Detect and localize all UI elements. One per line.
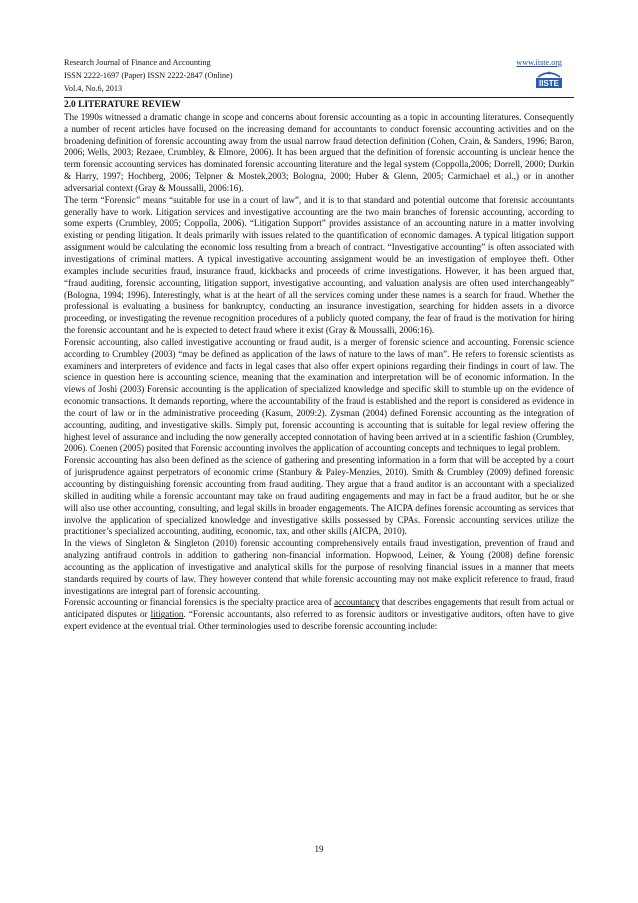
- issn-line: ISSN 2222-1697 (Paper) ISSN 2222-2847 (Online): [64, 71, 233, 80]
- paragraph-2: The term “Forensic” means “suitable for use in a court of law”, and it is to that standard and potential outcome that forensic accountants generally have to work. Litigation services and investigative accounting are the two main branches of forensic accounting, according to some experts (Crumbley, 2005; Coppolla, 2006). “Litigation Support” provides assistance of an accounting nature in a matter involving existing or pending litigation. It deals primarily with issues related to the quantification of economic damages. A typical litigation support assignment would be calculating the economic loss resulting from a breach of contract. “Investigative accounting” is often associated with investigations of criminal matters. A typical investigative accounting assignment would be an investigation of employee theft. Other examples include securities fraud, insurance fraud, kickbacks and proceeds of crime investigations. However, it has been argued that, “fraud auditing, forensic accounting, litigation support, investigative accounting, and valuation analysis are often used interchangeably” (Bologna, 1994; 1996). Interestingly, what is at the heart of all the services coming under these names is a search for fraud. Whether the professional is evaluating a business for bankruptcy, conducting an insurance investigation, searching for hidden assets in a divorce proceeding, or investigating the revenue recognition procedures of a publicly quoted company, the fear of fraud is the motivation for hiring the forensic accountant and he is expected to detect fraud where it exist (Gray & Moussalli, 2006:16).: [64, 194, 574, 336]
- paragraph-5: In the views of Singleton & Singleton (2010) forensic accounting comprehensively entails fraud investigation, prevention of fraud and analyzing antifraud controls in addition to gathering non-financial information. Hopwood, Leiner, & Young (2008) define forensic accounting as the application of investigative and analytical skills for the purpose of resolving financial issues in a manner that meets standards required by courts of law. They however contend that while forensic accounting may not make explicit reference to fraud, fraud investigations are integral part of forensic accounting.: [64, 538, 574, 596]
- paragraph-1: The 1990s witnessed a dramatic change in scope and concerns about forensic accounting as a topic in accounting literatures. Consequently a number of recent articles have focused on the increasing demand for accountants to conduct forensic accounting activities and on the broadening definition of forensic accounting away from the usual narrow fraud detection definition (Cohen, Crain, & Sanders, 1996; Baron, 2006; Wells, 2003; Rezaee, Crumbley, & Elmore, 2006). It has been argued that the definition of forensic accounting is unclear hence the term forensic accounting services has dominated forensic accounting literature and the legal system (Coppolla,2006; Dorrell, 2000; Durkin & Harry, 1997; Hochberg, 2006; Telpner & Mostek,2003; Bologna, 2000; Huber & Glenn, 2005; Carmichael et al.,) or in another adversarial context (Gray & Moussalli, 2006:16).: [64, 111, 574, 193]
- paragraph-6-part-2: that describes engagements that result from actual or anticipated disputes or: [64, 597, 574, 620]
- iiste-logo: [535, 67, 563, 89]
- page-number: 19: [314, 844, 324, 854]
- article-body: [64, 100, 574, 633]
- volume-line: Vol.4, No.6, 2013: [64, 84, 123, 93]
- paragraph-6-part-3: . “Forensic accountants, also referred to as forensic auditors or investigative auditors, often have to give expert evidence at the eventual trial. Other terminologies used to describe forensic accounting include:: [64, 609, 574, 632]
- accountancy-link[interactable]: accountancy: [334, 597, 380, 608]
- paragraph-3: Forensic accounting, also called investigative accounting or fraud audit, is a merger of forensic science and accounting. Forensic science according to Crumbley (2003) “may be defined as application of the laws of nature to the laws of man”. He refers to forensic scientists as examiners and interpreters of evidence and facts in legal cases that also offer expert opinions regarding their findings in court of law. The science in question here is accounting science, meaning that the examination and interpretation will be of economic information. In the views of Joshi (2003) Forensic accounting is the application of specialized knowledge and specific skill to stumble up on the evidence of economic transactions. It demands reporting, where the accountability of the fraud is established and the report is considered as evidence in the court of law or in the administrative proceeding (Kasum, 2009:2). Zysman (2004) defined Forensic accounting as the integration of accounting, auditing, and investigative skills. Simply put, forensic accounting is accounting that is suitable for legal review offering the highest level of assurance and including the now generally accepted connotation of having been arrived at in a scientific fashion (Crumbley, 2006). Coenen (2005) posited that Forensic accounting involves the application of accounting concepts and techniques to legal problem.: [64, 336, 574, 454]
- paragraph-4: Forensic accounting has also been defined as the science of gathering and presenting information in a form that will be accepted by a court of jurisprudence against perpetrators of economic crime (Stanbury & Paley-Menzies, 2010). Smith & Crumbley (2009) defined forensic accounting by distinguishing forensic accounting from fraud auditing. They argue that a fraud auditor is an accountant with a specialized skilled in auditing while a forensic accountant may take on fraud auditing engagements and may in fact be a fraud auditor, but he or she will also use other accounting, consulting, and legal skills in broader engagements. The AICPA defines forensic accounting as services that involve the application of specialized knowledge and investigative skills possessed by CPAs. Forensic accounting services utilize the practitioner’s specialized accounting, auditing, economic, tax, and other skills (AICPA, 2010).: [64, 455, 574, 537]
- paragraph-6: [64, 597, 574, 633]
- journal-url-link[interactable]: www.iiste.org: [516, 58, 562, 67]
- litigation-link[interactable]: litigation: [150, 609, 184, 620]
- header-divider: [64, 97, 574, 98]
- logo-text: IISTE: [538, 79, 560, 88]
- journal-name: Research Journal of Finance and Accounting: [64, 58, 211, 67]
- section-heading: 2.0 LITERATURE REVIEW: [64, 100, 181, 110]
- paragraph-6-part-1: Forensic accounting or financial forensics is the specialty practice area of: [64, 597, 335, 608]
